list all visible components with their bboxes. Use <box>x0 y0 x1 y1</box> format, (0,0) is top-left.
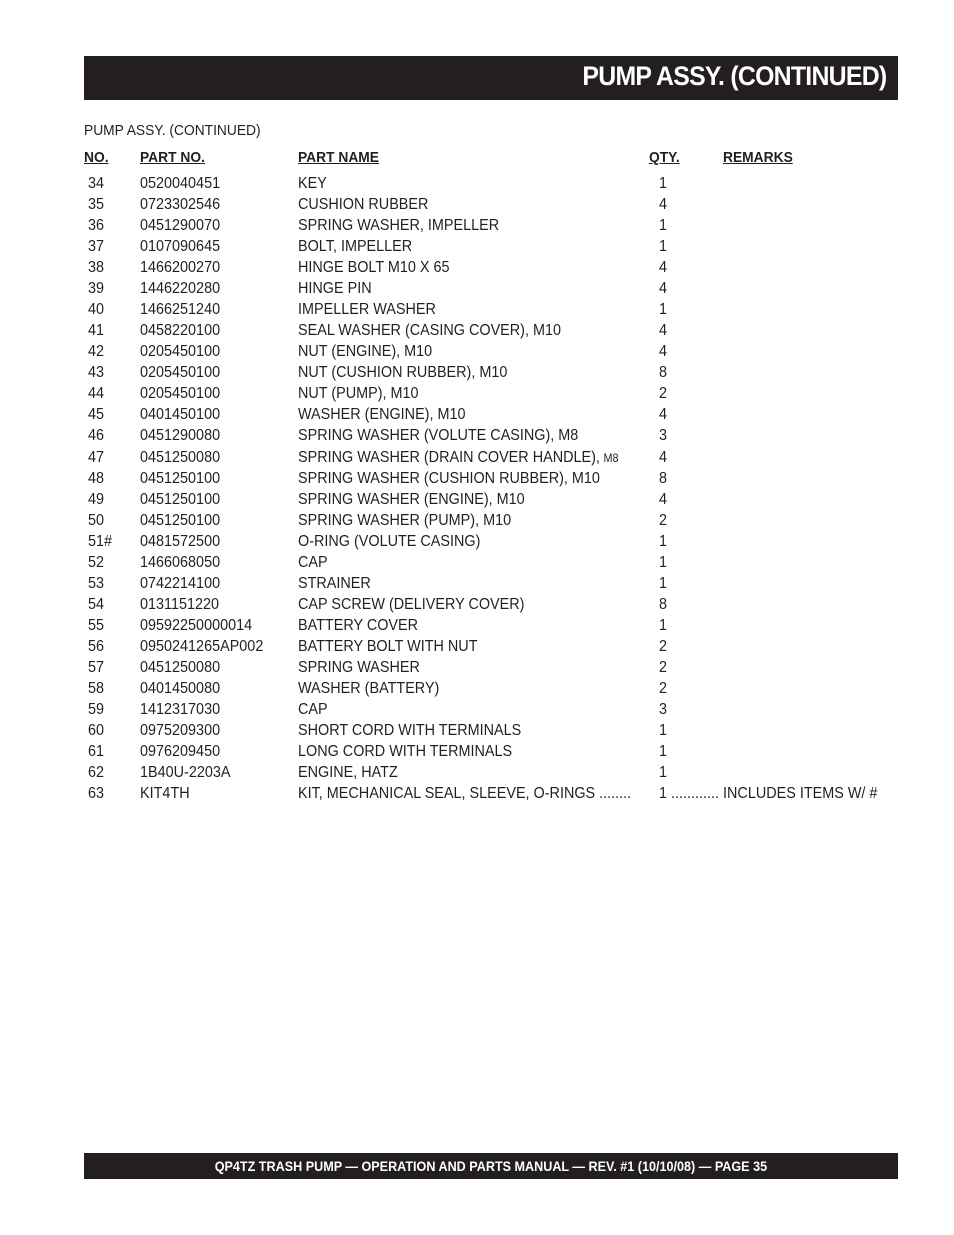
table-row <box>0 741 954 762</box>
item-number: 36 <box>88 217 105 235</box>
part-name-text: ENGINE, HATZ <box>298 764 398 782</box>
part-name <box>298 257 450 278</box>
part-number: 1466068050 <box>140 553 221 571</box>
part-number: 0451250080 <box>140 448 221 466</box>
part-number: KIT4TH <box>140 785 190 803</box>
part-name-text: KIT, MECHANICAL SEAL, SLEEVE, O-RINGS ........ <box>298 785 632 803</box>
quantity: 1 <box>659 616 668 634</box>
part-number: 0950241265AP002 <box>140 637 264 655</box>
table-row <box>0 657 954 678</box>
item-number: 47 <box>88 448 105 466</box>
item-number: 50 <box>88 511 105 529</box>
item-number: 39 <box>88 280 105 298</box>
table-row <box>0 489 954 510</box>
table-row <box>0 720 954 741</box>
column-header-part-name: PART NAME <box>298 149 380 166</box>
part-name-text: SPRING WASHER (ENGINE), M10 <box>298 490 525 508</box>
quantity: 1 <box>659 532 668 550</box>
quantity: 4 <box>659 343 668 361</box>
part-name-text: HINGE BOLT M10 X 65 <box>298 259 450 277</box>
quantity: 1 <box>659 574 668 592</box>
table-row <box>0 404 954 425</box>
quantity: 4 <box>659 280 668 298</box>
part-name <box>298 699 328 720</box>
column-header-qty: QTY. <box>649 149 680 166</box>
quantity: 1 <box>659 175 668 192</box>
part-name-text: NUT (ENGINE), M10 <box>298 343 433 361</box>
table-row <box>0 173 954 194</box>
footer-text: QP4TZ TRASH PUMP — OPERATION AND PARTS MANUAL — REV. #1 (10/10/08) — PAGE 35 <box>214 1158 768 1174</box>
part-name-suffix: M8 <box>603 450 619 465</box>
item-number: 43 <box>88 364 105 382</box>
part-name-text: SPRING WASHER (DRAIN COVER HANDLE), <box>298 448 600 466</box>
item-number: 54 <box>88 595 105 613</box>
table-row <box>0 573 954 594</box>
part-name <box>298 531 480 552</box>
item-number: 34 <box>88 175 105 192</box>
quantity: 1 ............ INCLUDES ITEMS W/ # <box>659 785 878 803</box>
part-name <box>298 299 436 320</box>
item-number: 38 <box>88 259 105 277</box>
item-number: 55 <box>88 616 105 634</box>
part-number: 0131151220 <box>140 595 220 613</box>
part-name <box>298 341 432 362</box>
item-number: 61 <box>88 743 105 761</box>
part-name-text: WASHER (ENGINE), M10 <box>298 406 466 424</box>
part-number: 0458220100 <box>140 322 221 340</box>
quantity: 1 <box>659 238 668 256</box>
table-row <box>0 447 954 468</box>
page-title-bar <box>84 56 898 100</box>
part-name <box>298 278 372 299</box>
part-name-text: HINGE PIN <box>298 280 372 298</box>
quantity: 4 <box>659 322 668 340</box>
quantity: 2 <box>659 637 668 655</box>
column-header-remarks: REMARKS <box>723 149 793 166</box>
quantity: 2 <box>659 679 668 697</box>
item-number: 49 <box>88 490 105 508</box>
part-number: 1466251240 <box>140 301 221 319</box>
table-row <box>0 783 954 804</box>
part-name-text: SPRING WASHER (PUMP), M10 <box>298 511 512 529</box>
part-name <box>298 173 327 194</box>
part-name <box>298 194 428 215</box>
part-number: 0205450100 <box>140 364 221 382</box>
part-number: 1412317030 <box>140 701 221 718</box>
item-number: 35 <box>88 196 105 214</box>
item-number: 62 <box>88 764 105 782</box>
quantity: 4 <box>659 406 668 424</box>
part-number: 0451250100 <box>140 490 221 508</box>
quantity: 4 <box>659 490 668 508</box>
table-row <box>0 257 954 278</box>
part-name <box>298 741 512 762</box>
part-number: 1466200270 <box>140 259 221 277</box>
item-number: 59 <box>88 701 105 718</box>
part-number: 0451250080 <box>140 658 221 676</box>
part-name <box>298 215 499 236</box>
part-number: 0451250100 <box>140 469 221 487</box>
part-name <box>298 468 600 489</box>
part-name-text: STRAINER <box>298 574 371 592</box>
part-name-text: SPRING WASHER (VOLUTE CASING), M8 <box>298 427 579 445</box>
table-row <box>0 468 954 489</box>
part-name <box>298 636 477 657</box>
quantity: 1 <box>659 217 668 235</box>
table-row <box>0 215 954 236</box>
quantity: 8 <box>659 595 668 613</box>
quantity: 3 <box>659 701 668 718</box>
item-number: 63 <box>88 785 105 803</box>
table-row <box>0 552 954 573</box>
table-row <box>0 320 954 341</box>
quantity: 1 <box>659 553 668 571</box>
section-label: PUMP ASSY. (CONTINUED) <box>84 122 261 139</box>
part-name <box>298 320 561 341</box>
item-number: 56 <box>88 637 105 655</box>
part-number: 0401450100 <box>140 406 221 424</box>
part-name-text: BATTERY COVER <box>298 616 419 634</box>
part-number: 0451290070 <box>140 217 221 235</box>
part-name-text: SPRING WASHER (CUSHION RUBBER), M10 <box>298 469 600 487</box>
item-number: 46 <box>88 427 105 445</box>
part-name <box>298 594 524 615</box>
part-number: 0205450100 <box>140 343 221 361</box>
table-row <box>0 425 954 446</box>
part-name-text: CAP <box>298 701 328 718</box>
part-name-text: CUSHION RUBBER <box>298 196 429 214</box>
part-number: 0401450080 <box>140 679 221 697</box>
part-name <box>298 236 412 257</box>
quantity: 8 <box>659 364 668 382</box>
item-number: 51# <box>88 532 113 550</box>
part-number: 1446220280 <box>140 280 221 298</box>
part-number: 0520040451 <box>140 175 221 192</box>
item-number: 40 <box>88 301 105 319</box>
part-name <box>298 573 371 594</box>
part-name <box>298 762 398 783</box>
table-row <box>0 699 954 720</box>
part-name <box>298 362 507 383</box>
part-name <box>298 678 439 699</box>
part-name-text: NUT (PUMP), M10 <box>298 385 419 403</box>
page-title: PUMP ASSY. (CONTINUED) <box>581 61 886 91</box>
part-name-text: KEY <box>298 175 327 192</box>
item-number: 58 <box>88 679 105 697</box>
item-number: 42 <box>88 343 105 361</box>
part-name <box>298 404 465 425</box>
table-row <box>0 299 954 320</box>
part-number: 0481572500 <box>140 532 221 550</box>
part-name-text: O-RING (VOLUTE CASING) <box>298 532 481 550</box>
quantity: 4 <box>659 196 668 214</box>
part-name-text: LONG CORD WITH TERMINALS <box>298 743 513 761</box>
part-name-text: CAP <box>298 553 328 571</box>
part-name <box>298 783 631 804</box>
part-number: 0451290080 <box>140 427 221 445</box>
part-number: 0723302546 <box>140 196 221 214</box>
quantity: 2 <box>659 385 668 403</box>
part-name <box>298 489 525 510</box>
part-name-text: SHORT CORD WITH TERMINALS <box>298 722 522 740</box>
table-row <box>0 531 954 552</box>
table-row <box>0 678 954 699</box>
part-name-text: BATTERY BOLT WITH NUT <box>298 637 478 655</box>
footer-bar <box>84 1153 898 1179</box>
table-row <box>0 615 954 636</box>
part-name-text: CAP SCREW (DELIVERY COVER) <box>298 595 525 613</box>
table-row <box>0 236 954 257</box>
part-name <box>298 383 419 404</box>
quantity: 1 <box>659 764 668 782</box>
table-row <box>0 383 954 404</box>
part-number: 0975209300 <box>140 722 221 740</box>
part-name-text: BOLT, IMPELLER <box>298 238 413 256</box>
table-row <box>0 594 954 615</box>
part-name <box>298 447 619 469</box>
part-name <box>298 510 511 531</box>
part-number: 1B40U-2203A <box>140 764 231 782</box>
part-number: 0451250100 <box>140 511 221 529</box>
table-row <box>0 194 954 215</box>
table-row <box>0 510 954 531</box>
item-number: 53 <box>88 574 105 592</box>
table-row <box>0 278 954 299</box>
quantity: 2 <box>659 511 668 529</box>
column-header-no: NO. <box>84 149 109 166</box>
item-number: 48 <box>88 469 105 487</box>
part-name-text: SPRING WASHER, IMPELLER <box>298 217 500 235</box>
item-number: 44 <box>88 385 105 403</box>
column-header-part-no: PART NO. <box>140 149 205 166</box>
quantity: 8 <box>659 469 668 487</box>
item-number: 60 <box>88 722 105 740</box>
part-number: 0205450100 <box>140 385 221 403</box>
quantity: 4 <box>659 259 668 277</box>
item-number: 57 <box>88 658 105 676</box>
part-name-text: SEAL WASHER (CASING COVER), M10 <box>298 322 561 340</box>
table-row <box>0 762 954 783</box>
part-name <box>298 720 521 741</box>
item-number: 37 <box>88 238 105 256</box>
table-row <box>0 636 954 657</box>
quantity: 1 <box>659 301 668 319</box>
item-number: 52 <box>88 553 105 571</box>
quantity: 4 <box>659 448 668 466</box>
part-number: 0976209450 <box>140 743 221 761</box>
part-name-text: WASHER (BATTERY) <box>298 679 440 697</box>
part-number: 09592250000014 <box>140 616 253 634</box>
table-row <box>0 362 954 383</box>
part-name-text: IMPELLER WASHER <box>298 301 436 319</box>
item-number: 45 <box>88 406 105 424</box>
part-name <box>298 657 420 678</box>
part-name <box>298 425 578 446</box>
part-number: 0107090645 <box>140 238 221 256</box>
part-name <box>298 552 328 573</box>
part-name-text: SPRING WASHER <box>298 658 420 676</box>
quantity: 2 <box>659 658 668 676</box>
part-number: 0742214100 <box>140 574 221 592</box>
part-name <box>298 615 418 636</box>
table-row <box>0 341 954 362</box>
item-number: 41 <box>88 322 105 340</box>
quantity: 3 <box>659 427 668 445</box>
part-name-text: NUT (CUSHION RUBBER), M10 <box>298 364 508 382</box>
quantity: 1 <box>659 743 668 761</box>
quantity: 1 <box>659 722 668 740</box>
